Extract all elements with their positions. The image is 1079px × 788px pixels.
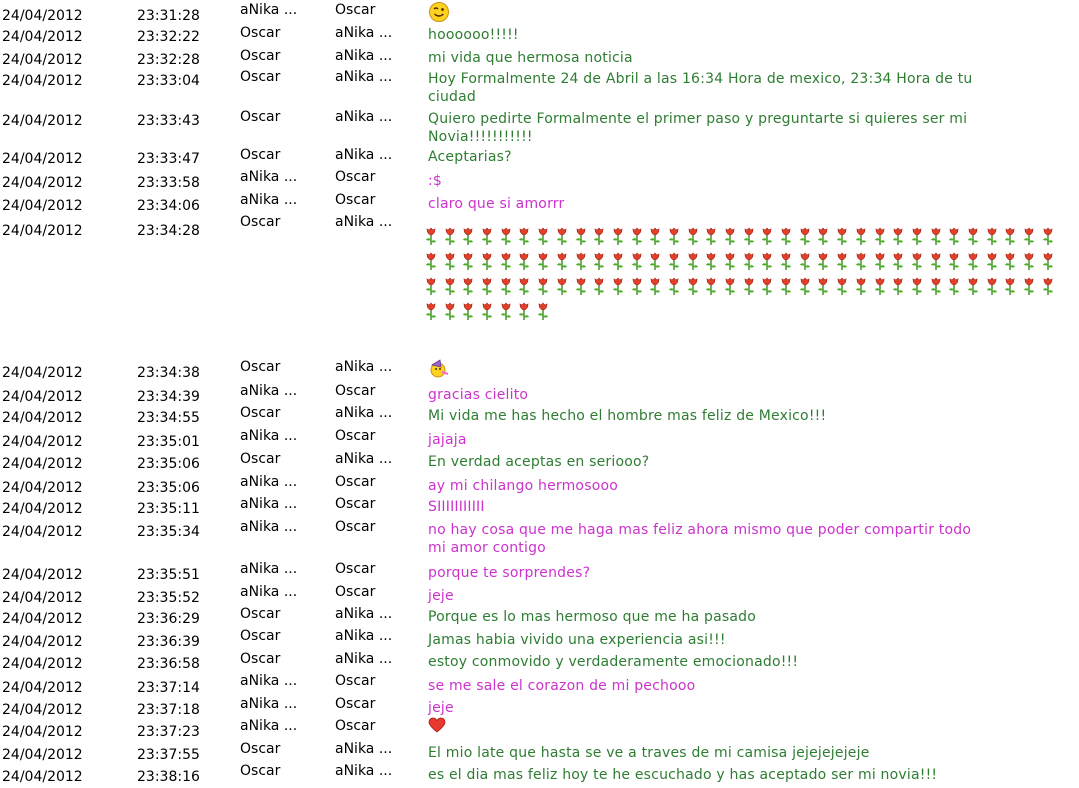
- heart-icon: [428, 717, 446, 738]
- message-time: 23:35:51: [137, 567, 200, 583]
- rose-icon: [686, 226, 700, 246]
- message-date: 24/04/2012: [2, 567, 83, 583]
- message-recipient: Oscar: [335, 192, 376, 208]
- message-sender: Oscar: [240, 48, 281, 64]
- message-sender: aNika ...: [240, 2, 298, 18]
- rose-icon: [910, 226, 924, 246]
- message-date: 24/04/2012: [2, 198, 83, 214]
- chat-message-row: [0, 605, 1079, 629]
- rose-icon: [779, 276, 793, 296]
- rose-icon: [648, 276, 662, 296]
- message-date: 24/04/2012: [2, 73, 83, 89]
- message-recipient: Oscar: [335, 169, 376, 185]
- message-date: 24/04/2012: [2, 29, 83, 45]
- rose-icon: [574, 226, 588, 246]
- rose-icon: [929, 251, 943, 271]
- message-time: 23:33:47: [137, 151, 200, 167]
- message-sender: Oscar: [240, 109, 281, 125]
- message-time: 23:37:14: [137, 680, 200, 696]
- rose-icon: [835, 226, 849, 246]
- rose-icon: [742, 226, 756, 246]
- rose-icon: [947, 226, 961, 246]
- message-recipient: Oscar: [335, 673, 376, 689]
- rose-icon: [798, 251, 812, 271]
- message-text: Mi vida me has hecho el hombre mas feliz de Mexico!!!: [428, 408, 827, 424]
- rose-icon: [816, 251, 830, 271]
- message-time: 23:33:04: [137, 73, 200, 89]
- rose-icon: [686, 276, 700, 296]
- message-date: 24/04/2012: [2, 524, 83, 540]
- rose-icon: [630, 276, 644, 296]
- rose-icon: [742, 251, 756, 271]
- message-time: 23:31:28: [137, 8, 200, 24]
- rose-icon: [667, 276, 681, 296]
- rose-icon: [1003, 251, 1017, 271]
- rose-icon: [517, 251, 531, 271]
- message-time: 23:34:28: [137, 223, 200, 239]
- message-date: 24/04/2012: [2, 656, 83, 672]
- rose-icon: [779, 226, 793, 246]
- message-date: 24/04/2012: [2, 175, 83, 191]
- rose-icon: [873, 276, 887, 296]
- rose-icon: [910, 276, 924, 296]
- rose-icon: [1041, 251, 1055, 271]
- message-text: jajaja: [428, 432, 467, 448]
- chat-message-row: [0, 382, 1079, 406]
- rose-icon: [1041, 226, 1055, 246]
- message-recipient: Oscar: [335, 718, 376, 734]
- rose-icon: [517, 276, 531, 296]
- message-sender: aNika ...: [240, 383, 298, 399]
- rose-icon: [555, 226, 569, 246]
- message-date: 24/04/2012: [2, 611, 83, 627]
- message-date: 24/04/2012: [2, 501, 83, 517]
- rose-icon: [443, 226, 457, 246]
- message-recipient: aNika ...: [335, 763, 393, 779]
- message-sender: Oscar: [240, 25, 281, 41]
- rose-icon: [873, 226, 887, 246]
- message-date: 24/04/2012: [2, 634, 83, 650]
- message-text: claro que si amorrr: [428, 196, 565, 212]
- rose-icon: [704, 276, 718, 296]
- chat-message-row: [0, 358, 1079, 382]
- message-sender: Oscar: [240, 741, 281, 757]
- rose-icon: [536, 301, 550, 321]
- rose-icon: [536, 276, 550, 296]
- message-time: 23:34:38: [137, 365, 200, 381]
- message-time: 23:37:23: [137, 724, 200, 740]
- rose-icon: [910, 251, 924, 271]
- rose-icon: [1022, 251, 1036, 271]
- message-date: 24/04/2012: [2, 480, 83, 496]
- rose-icon: [760, 276, 774, 296]
- message-time: 23:33:58: [137, 175, 200, 191]
- message-date: 24/04/2012: [2, 456, 83, 472]
- message-sender: Oscar: [240, 405, 281, 421]
- rose-icon: [499, 276, 513, 296]
- message-text: SIIIIIIIIIII: [428, 499, 485, 515]
- rose-icon: [667, 226, 681, 246]
- rose-icon: [648, 226, 662, 246]
- rose-icon: [929, 276, 943, 296]
- rose-icon: [461, 251, 475, 271]
- chat-message-row: [0, 213, 1079, 237]
- message-sender: aNika ...: [240, 673, 298, 689]
- rose-icon: [891, 276, 905, 296]
- message-time: 23:34:06: [137, 198, 200, 214]
- rose-icon: [966, 251, 980, 271]
- message-date: 24/04/2012: [2, 8, 83, 24]
- rose-icon: [854, 226, 868, 246]
- message-sender: Oscar: [240, 651, 281, 667]
- message-text: gracias cielito: [428, 387, 529, 403]
- rose-icon: [873, 251, 887, 271]
- message-time: 23:36:29: [137, 611, 200, 627]
- message-text: Hoy Formalmente 24 de Abril a las 16:34 Hora de mexico, 23:34 Hora de tu ciudad: [428, 71, 973, 105]
- chat-message-row: [0, 473, 1079, 497]
- message-date: 24/04/2012: [2, 724, 83, 740]
- message-time: 23:35:01: [137, 434, 200, 450]
- message-recipient: aNika ...: [335, 628, 393, 644]
- chat-message-row: [0, 650, 1079, 674]
- rose-icon: [760, 251, 774, 271]
- message-sender: aNika ...: [240, 428, 298, 444]
- rose-icon: [966, 276, 980, 296]
- rose-icon: [536, 251, 550, 271]
- rose-icon: [854, 276, 868, 296]
- message-date: 24/04/2012: [2, 434, 83, 450]
- rose-icon: [704, 251, 718, 271]
- message-time: 23:32:28: [137, 52, 200, 68]
- rose-icon: [854, 251, 868, 271]
- message-text: Jamas habia vivido una experiencia asi!!!: [428, 632, 726, 648]
- rose-icon: [723, 251, 737, 271]
- message-sender: aNika ...: [240, 561, 298, 577]
- rose-icon: [816, 226, 830, 246]
- rose-icon: [630, 251, 644, 271]
- rose-icon: [985, 226, 999, 246]
- message-time: 23:33:43: [137, 113, 200, 129]
- chat-message-row: [0, 495, 1079, 519]
- chat-message-row: [0, 68, 1079, 105]
- message-sender: aNika ...: [240, 169, 298, 185]
- rose-icon: [517, 301, 531, 321]
- message-time: 23:35:11: [137, 501, 200, 517]
- message-text: :$: [428, 173, 443, 189]
- message-recipient: aNika ...: [335, 25, 393, 41]
- message-text: jeje: [428, 700, 454, 716]
- chat-message-row: [0, 560, 1079, 584]
- message-sender: aNika ...: [240, 584, 298, 600]
- chat-message-row: [0, 518, 1079, 556]
- message-sender: aNika ...: [240, 192, 298, 208]
- message-time: 23:32:22: [137, 29, 200, 45]
- message-date: 24/04/2012: [2, 680, 83, 696]
- rose-icon: [424, 301, 438, 321]
- rose-icon: [592, 251, 606, 271]
- message-text: Aceptarias?: [428, 149, 512, 165]
- message-text: [428, 717, 973, 738]
- rose-icon: [480, 276, 494, 296]
- rose-icon: [630, 226, 644, 246]
- message-time: 23:35:34: [137, 524, 200, 540]
- message-time: 23:35:06: [137, 480, 200, 496]
- message-text: porque te sorprendes?: [428, 565, 591, 581]
- rose-icon: [480, 251, 494, 271]
- message-text: hoooooo!!!!!: [428, 27, 519, 43]
- rose-icon: [779, 251, 793, 271]
- message-recipient: aNika ...: [335, 451, 393, 467]
- rose-icon: [723, 276, 737, 296]
- message-sender: aNika ...: [240, 718, 298, 734]
- chat-message-row: [0, 191, 1079, 215]
- message-sender: Oscar: [240, 763, 281, 779]
- message-text: no hay cosa que me haga mas feliz ahora mismo que poder compartir todo mi amor contigo: [428, 522, 972, 556]
- message-text: [428, 358, 973, 383]
- rose-icon: [929, 226, 943, 246]
- chat-message-row: [0, 24, 1079, 48]
- message-time: 23:35:52: [137, 590, 200, 606]
- message-sender: Oscar: [240, 451, 281, 467]
- chat-message-row: [0, 583, 1079, 607]
- chat-message-row: [0, 627, 1079, 651]
- rose-icon: [555, 276, 569, 296]
- rose-icon: [499, 226, 513, 246]
- rose-icon: [704, 226, 718, 246]
- rose-icon: [1022, 226, 1036, 246]
- rose-icon: [536, 226, 550, 246]
- message-date: 24/04/2012: [2, 389, 83, 405]
- rose-icon: [611, 226, 625, 246]
- rose-icon: [592, 226, 606, 246]
- message-recipient: Oscar: [335, 496, 376, 512]
- message-recipient: Oscar: [335, 2, 376, 18]
- rose-icon: [760, 226, 774, 246]
- rose-icon: [798, 226, 812, 246]
- message-text: es el dia mas feliz hoy te he escuchado y has aceptado ser mi novia!!!: [428, 767, 938, 783]
- message-date: 24/04/2012: [2, 113, 83, 129]
- message-text: Quiero pedirte Formalmente el primer paso y preguntarte si quieres ser mi Novia!!!!!!!!!!!: [428, 111, 968, 145]
- rose-icon: [443, 251, 457, 271]
- message-date: 24/04/2012: [2, 590, 83, 606]
- message-date: 24/04/2012: [2, 365, 83, 381]
- rose-icon: [480, 301, 494, 321]
- rose-icon: [816, 276, 830, 296]
- message-sender: Oscar: [240, 606, 281, 622]
- message-recipient: Oscar: [335, 383, 376, 399]
- rose-icon: [499, 301, 513, 321]
- chat-message-row: [0, 717, 1079, 741]
- message-recipient: aNika ...: [335, 69, 393, 85]
- rose-icon: [499, 251, 513, 271]
- message-date: 24/04/2012: [2, 52, 83, 68]
- chat-message-row: [0, 108, 1079, 145]
- rose-icon: [648, 251, 662, 271]
- message-sender: Oscar: [240, 214, 281, 230]
- message-recipient: Oscar: [335, 696, 376, 712]
- rose-icon: [592, 276, 606, 296]
- message-time: 23:34:39: [137, 389, 200, 405]
- chat-message-row: [0, 427, 1079, 451]
- message-time: 23:37:18: [137, 702, 200, 718]
- message-time: 23:36:58: [137, 656, 200, 672]
- rose-icon: [1003, 276, 1017, 296]
- message-recipient: Oscar: [335, 428, 376, 444]
- message-text: se me sale el corazon de mi pechooo: [428, 678, 696, 694]
- message-date: 24/04/2012: [2, 702, 83, 718]
- rose-icon: [555, 251, 569, 271]
- message-time: 23:38:16: [137, 769, 200, 785]
- chat-message-row: [0, 1, 1079, 25]
- rose-icon: [1003, 226, 1017, 246]
- message-recipient: aNika ...: [335, 109, 393, 125]
- rose-icon: [891, 251, 905, 271]
- message-sender: aNika ...: [240, 519, 298, 535]
- rose-icon: [1022, 276, 1036, 296]
- rose-icon: [985, 276, 999, 296]
- rose-icon: [947, 276, 961, 296]
- rose-icon: [574, 276, 588, 296]
- rose-icon: [443, 276, 457, 296]
- message-recipient: aNika ...: [335, 147, 393, 163]
- chat-message-row: [0, 762, 1079, 786]
- message-date: 24/04/2012: [2, 747, 83, 763]
- message-date: 24/04/2012: [2, 769, 83, 785]
- rose-icon: [574, 251, 588, 271]
- message-recipient: aNika ...: [335, 405, 393, 421]
- message-text: En verdad aceptas en seriooo?: [428, 454, 650, 470]
- chat-message-row: [0, 695, 1079, 719]
- message-text: estoy conmovido y verdaderamente emocionado!!!: [428, 654, 799, 670]
- rose-icon: [461, 301, 475, 321]
- rose-icon: [461, 226, 475, 246]
- chat-message-row: [0, 450, 1079, 474]
- rose-icon: [985, 251, 999, 271]
- rose-icon: [798, 276, 812, 296]
- rose-icon: [443, 301, 457, 321]
- rose-icon: [835, 276, 849, 296]
- party-smiley: [428, 358, 450, 383]
- rose-icon: [835, 251, 849, 271]
- rose-icon: [480, 226, 494, 246]
- rose-icon: [742, 276, 756, 296]
- rose-icon: [1041, 276, 1055, 296]
- rose-icons: [424, 226, 1069, 326]
- message-time: 23:36:39: [137, 634, 200, 650]
- message-date: 24/04/2012: [2, 151, 83, 167]
- chat-message-row: [0, 168, 1079, 192]
- message-sender: Oscar: [240, 628, 281, 644]
- rose-icon: [667, 251, 681, 271]
- message-text: jeje: [428, 588, 454, 604]
- rose-icon: [611, 251, 625, 271]
- message-sender: Oscar: [240, 69, 281, 85]
- message-recipient: Oscar: [335, 474, 376, 490]
- rose-icon: [461, 276, 475, 296]
- rose-icon: [966, 226, 980, 246]
- message-sender: Oscar: [240, 359, 281, 375]
- rose-icon: [424, 276, 438, 296]
- message-recipient: aNika ...: [335, 48, 393, 64]
- rose-icon: [723, 226, 737, 246]
- message-text: mi vida que hermosa noticia: [428, 50, 633, 66]
- chat-message-row: [0, 404, 1079, 428]
- rose-icon: [424, 226, 438, 246]
- rose-icon: [891, 226, 905, 246]
- message-sender: aNika ...: [240, 496, 298, 512]
- message-text: Porque es lo mas hermoso que me ha pasado: [428, 609, 756, 625]
- message-sender: aNika ...: [240, 474, 298, 490]
- rose-icon: [686, 251, 700, 271]
- message-recipient: Oscar: [335, 584, 376, 600]
- chat-message-row: [0, 146, 1079, 170]
- rose-icon: [611, 276, 625, 296]
- rose-icon: [517, 226, 531, 246]
- message-recipient: Oscar: [335, 561, 376, 577]
- message-recipient: Oscar: [335, 519, 376, 535]
- message-recipient: aNika ...: [335, 214, 393, 230]
- chat-message-row: [0, 672, 1079, 696]
- message-recipient: aNika ...: [335, 606, 393, 622]
- message-sender: Oscar: [240, 147, 281, 163]
- message-recipient: aNika ...: [335, 359, 393, 375]
- message-time: 23:34:55: [137, 410, 200, 426]
- rose-icon: [424, 251, 438, 271]
- message-date: 24/04/2012: [2, 410, 83, 426]
- message-recipient: aNika ...: [335, 741, 393, 757]
- chat-message-row: [0, 740, 1079, 764]
- message-text: El mio late que hasta se ve a traves de mi camisa jejejejejeje: [428, 745, 870, 761]
- message-sender: aNika ...: [240, 696, 298, 712]
- message-text: ay mi chilango hermosooo: [428, 478, 618, 494]
- message-time: 23:35:06: [137, 456, 200, 472]
- message-recipient: aNika ...: [335, 651, 393, 667]
- rose-icon: [947, 251, 961, 271]
- message-time: 23:37:55: [137, 747, 200, 763]
- message-date: 24/04/2012: [2, 223, 83, 239]
